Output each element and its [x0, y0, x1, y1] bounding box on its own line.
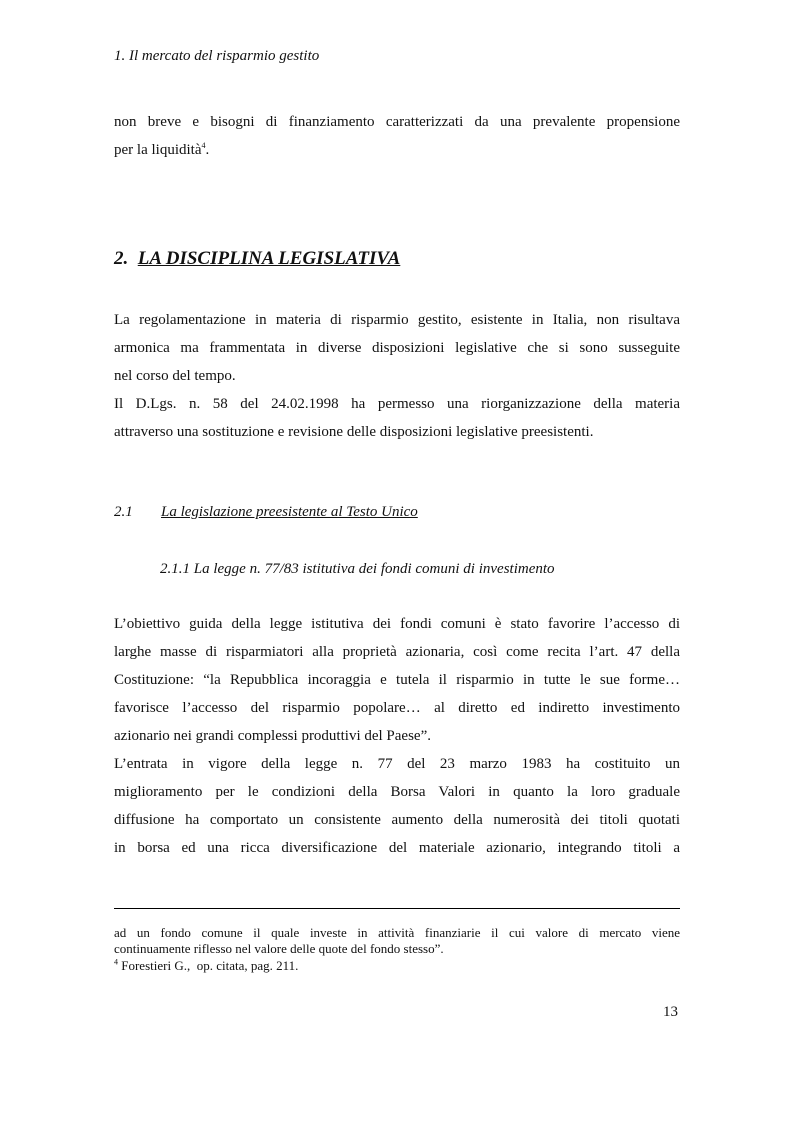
- footnote-4-text: Forestieri G., op. citata, pag. 211.: [118, 958, 299, 973]
- p4-line-2: miglioramento per le condizioni della Borsa Valori in quanto la loro graduale: [114, 784, 680, 800]
- footnote-4: [114, 958, 680, 974]
- section-2-1-1-heading: 2.1.1 La legge n. 77/83 istitutiva dei fondi comuni di investimento: [160, 561, 555, 577]
- footnote-continuation-line-1: ad un fondo comune il quale investe in attività finanziarie il cui valore di mercato viene: [114, 925, 680, 940]
- section-2-number: 2.: [114, 248, 129, 269]
- p1-line-2: armonica ma frammentata in diverse disposizioni legislative che si sono susseguite: [114, 340, 680, 356]
- section-2-heading: [114, 248, 400, 270]
- page-number: 13: [663, 1004, 678, 1020]
- footnote-ref-4: 4: [201, 141, 206, 150]
- p4-line-1: L’entrata in vigore della legge n. 77 del 23 marzo 1983 ha costituito un: [114, 756, 680, 772]
- running-header: 1. Il mercato del risparmio gestito: [114, 48, 320, 64]
- p1-line-1: La regolamentazione in materia di risparmio gestito, esistente in Italia, non risultava: [114, 312, 680, 328]
- intro-line-2-end: .: [205, 142, 210, 158]
- p3-line-3: Costituzione: “la Repubblica incoraggia e tutela il risparmio in tutte le sue forme…: [114, 672, 680, 688]
- p3-line-1: L’obiettivo guida della legge istitutiva dei fondi comuni è stato favorire l’accesso di: [114, 616, 680, 632]
- p4-line-3: diffusione ha comportato un consistente aumento della numerosità dei titoli quotati: [114, 812, 680, 828]
- p1-line-3: nel corso del tempo.: [114, 368, 236, 384]
- section-2-1-heading: [114, 504, 418, 521]
- p3-line-2: larghe masse di risparmiatori alla proprietà azionaria, così come recita l’art. 47 della: [114, 644, 680, 660]
- section-2-1-title: La legislazione preesistente al Testo Unico: [161, 504, 418, 520]
- p3-line-4: favorisce l’accesso del risparmio popolare… al diretto ed indiretto investimento: [114, 700, 680, 716]
- p2-line-1: Il D.Lgs. n. 58 del 24.02.1998 ha permesso una riorganizzazione della materia: [114, 396, 680, 412]
- p2-line-2: attraverso una sostituzione e revisione delle disposizioni legislative preesistenti.: [114, 424, 594, 440]
- intro-line-2-text: per la liquidità: [114, 142, 202, 158]
- footnote-4-mark: 4: [114, 957, 118, 967]
- p4-line-4: in borsa ed una ricca diversificazione del materiale azionario, integrando titoli a: [114, 840, 680, 856]
- footnote-continuation-line-2: continuamente riflesso nel valore delle quote del fondo stesso”.: [114, 941, 444, 956]
- intro-line-2: [114, 136, 680, 164]
- footnote-separator: [114, 908, 680, 909]
- intro-line-1: non breve e bisogni di finanziamento caratterizzati da una prevalente propensione: [114, 114, 680, 130]
- section-2-title: LA DISCIPLINA LEGISLATIVA: [137, 248, 401, 269]
- section-2-1-number: 2.1: [114, 504, 133, 520]
- p3-line-5: azionario nei grandi complessi produttivi del Paese”.: [114, 728, 431, 744]
